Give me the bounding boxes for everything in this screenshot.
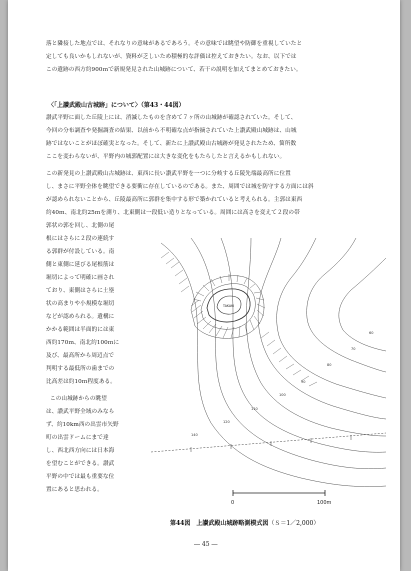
figure-caption: [170, 518, 319, 527]
intro-line-1: 落と隣接した地点では、それなりの意味があるであろう。その意味では眺望や防御を重視していたと: [46, 41, 303, 47]
intro-line-2: 定しても良いかもしれないが、資料が乏しいため積極的な評価は控えておきたい。なお、以下では: [46, 54, 297, 60]
contour-map-svg: [151, 238, 388, 508]
contour-label: 70: [351, 347, 356, 351]
contour-label: 80: [327, 363, 332, 367]
para3-line: を望むことができる。讃武: [46, 461, 115, 467]
para3-line: この山城跡からの眺望: [50, 396, 107, 402]
para2-narrow-line: かかる範囲は半面的には東: [46, 327, 115, 333]
scale-bar: [231, 490, 332, 506]
para2-line-2: し、まさに平野全体を眺望できる要衝に存在しているのである。また、周囲では城を防守する方面には斜: [46, 184, 314, 190]
para2-narrow-line: などが認められる。遺構に: [46, 314, 115, 320]
document-page: [8, 0, 400, 571]
para2-narrow-line: 根にはさらに２段の連続す: [46, 236, 115, 242]
figure-caption-scale: （Ｓ＝1／2,000）: [268, 520, 320, 527]
para3-line: は、讃武平野全域のみなら: [46, 409, 115, 415]
para3-line: 平野の中では最も重要な位: [46, 474, 115, 480]
contour-label: 110: [251, 407, 258, 411]
para2-narrow-line: 状の高まりや小規模な堀切: [46, 301, 115, 307]
para1-line-1: 讃武平野に面した丘陵上には、消滅したものを含めて７ヶ所の山城跡が確認されていた。そして、: [46, 115, 297, 121]
para2-narrow-line: ており、東側はさらに土塁: [46, 288, 115, 294]
contour-line: [221, 238, 386, 452]
para2-narrow-line: る郭群が付設している。南: [46, 249, 115, 255]
para1-line-4: ここを変わらないが、平野内の城郭配置には大きな変化をもたらしたと言えるかもしれない。: [46, 154, 286, 160]
para2-narrow-line: 側と東側に延びる尾根筋は: [46, 262, 115, 268]
contour-line: [307, 238, 386, 372]
para3-line: ず、約10km西の出雲市矢野: [46, 422, 119, 428]
scale-label-right: 100m: [317, 500, 332, 506]
contour-label: 60: [369, 331, 374, 335]
summit-label: TAKAKI: [223, 304, 235, 308]
para1-line-2: 今回の分布調査や発掘調査の結果、以前から不明確な点が指摘されていた上讃武殿山城跡は、山城: [46, 128, 297, 134]
para2-narrow-line: 堀切によって明確に画され: [46, 275, 115, 281]
para2-line-3: が認められないことから、丘陵最高所に郭群を集中する形で築かれていると考えられる。主郭は東西: [46, 197, 303, 203]
para2-line-4: 約40ｍ、南北約25ｍを測り、北東側は一段低い造りとなっている。周囲には高さを変えて２段の帯: [46, 210, 300, 216]
contour-label: 120: [223, 420, 230, 424]
contour-label: 140: [191, 433, 198, 437]
contour-label: 90: [301, 380, 306, 384]
para2-narrow-line: 西約170ｍ、南北約100ｍに: [46, 340, 120, 346]
para3-line: し、西北西方向には日本海: [46, 448, 115, 454]
para3-line: 置にあると思われる。: [46, 487, 103, 493]
para2-line-1: この新発見の上讃武殿山古城跡は、東西に長い讃武平野を一つに分岐する丘陵先端最高所に位置: [46, 171, 291, 177]
page-number: ― 45 ―: [194, 541, 218, 548]
contour-line: [277, 238, 386, 398]
para1-line-3: 跡ではないことがほぼ確実となった。そして、新たに上讃武殿山古城跡が発見されたため、箇所数: [46, 141, 297, 147]
hatching: [161, 252, 317, 386]
section-heading: 〈「上讃武殿山古城跡」について〉（第43・44図）: [48, 102, 185, 109]
castle-contour-map: [151, 238, 388, 508]
intro-line-3: この遺跡の西方約900ｍで新規発見された山城跡について、若干の説明を加えてまとめておきたい。: [46, 67, 302, 73]
para2-narrow-line: 及び、最高所から周辺点で: [46, 353, 115, 359]
contour-line: [339, 258, 386, 351]
contour-label: 100: [279, 393, 286, 397]
para2-narrow-line: 比高差は約10ｍ程度ある。: [46, 379, 116, 385]
contour-line: [246, 238, 386, 436]
para2-narrow-line: 郭状の郭を回し、北側の尾: [46, 223, 115, 229]
figure-caption-title: 第44図 上讃武殿山城跡略測模式図: [170, 520, 269, 527]
para2-narrow-line: 判明する最低所の歯までの: [46, 366, 115, 372]
scale-label-left: 0: [231, 500, 235, 506]
para3-line: 町の出雲ドームにまで達: [46, 435, 109, 441]
